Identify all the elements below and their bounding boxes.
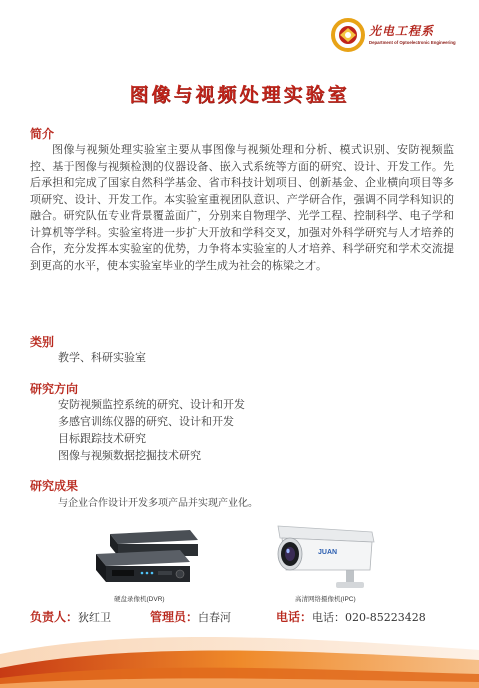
camera-brand-label: JUAN bbox=[318, 549, 338, 556]
list-item: 安防视频监控系统的研究、设计和开发 bbox=[58, 398, 245, 411]
leader-name: 狄红卫 bbox=[78, 611, 112, 624]
decorative-waves bbox=[0, 620, 479, 688]
list-item: 多感官训练仪器的研究、设计和开发 bbox=[58, 415, 234, 428]
intro-body: 图像与视频处理实验室主要从事图像与视频处理和分析、模式识别、安防视频监控、基于图像与视频检测的仪器设备、嵌入式系统等方面的研究、设计、开发工作。先后承担和完成了国家自然科学基金、省市科技计划项目、创新基金、企业横向项目等多项研究、设计、开发工作。本实验室重视团队意识、产学研合作，强调不同学科知识的融合。研究队伍专业背景覆盖面广，分别来自物理学、光学工程、控制科学、电子学和计算机等学科。实验室将进一步扩大开放和学科交叉，加强对外科学研究与人才培养的合作，充分发挥本实验室的优势，力争将本实验室的人才培养、科学研究和学术交流提到更高的水平，使本实验室毕业的学生成为社会的栋梁之才。 bbox=[30, 143, 454, 272]
leader-label: 负责人： bbox=[30, 610, 79, 624]
logo-subtitle: Department of Optoelectronic Engineering bbox=[369, 40, 456, 45]
dvr-recorder-icon bbox=[92, 520, 202, 590]
department-emblem-icon bbox=[331, 18, 365, 52]
category-heading: 类别 bbox=[30, 335, 55, 349]
phone-number: 电话：020-85223428 bbox=[312, 611, 426, 624]
list-item: 目标跟踪技术研究 bbox=[58, 432, 146, 445]
intro-heading: 简介 bbox=[30, 127, 55, 141]
ip-camera-icon bbox=[268, 516, 388, 592]
directions-list bbox=[58, 396, 245, 464]
manager-label: 管理员： bbox=[150, 610, 199, 624]
manager-name: 白春河 bbox=[198, 611, 232, 624]
phone-label: 电话： bbox=[276, 610, 313, 624]
directions-heading: 研究方向 bbox=[30, 382, 79, 396]
results-heading: 研究成果 bbox=[30, 479, 79, 493]
category-value: 教学、科研实验室 bbox=[58, 351, 146, 364]
department-logo bbox=[331, 18, 461, 52]
page-title: 图像与视频处理实验室 bbox=[129, 84, 350, 106]
list-item: 图像与视频数据挖掘技术研究 bbox=[58, 449, 201, 462]
results-text: 与企业合作设计开发多项产品并实现产业化。 bbox=[58, 498, 258, 509]
dvr-caption: 硬盘录像机(DVR) bbox=[114, 596, 165, 603]
ipc-caption: 高清网络摄像机(IPC) bbox=[295, 596, 356, 603]
logo-name: 光电工程系 bbox=[369, 24, 435, 38]
